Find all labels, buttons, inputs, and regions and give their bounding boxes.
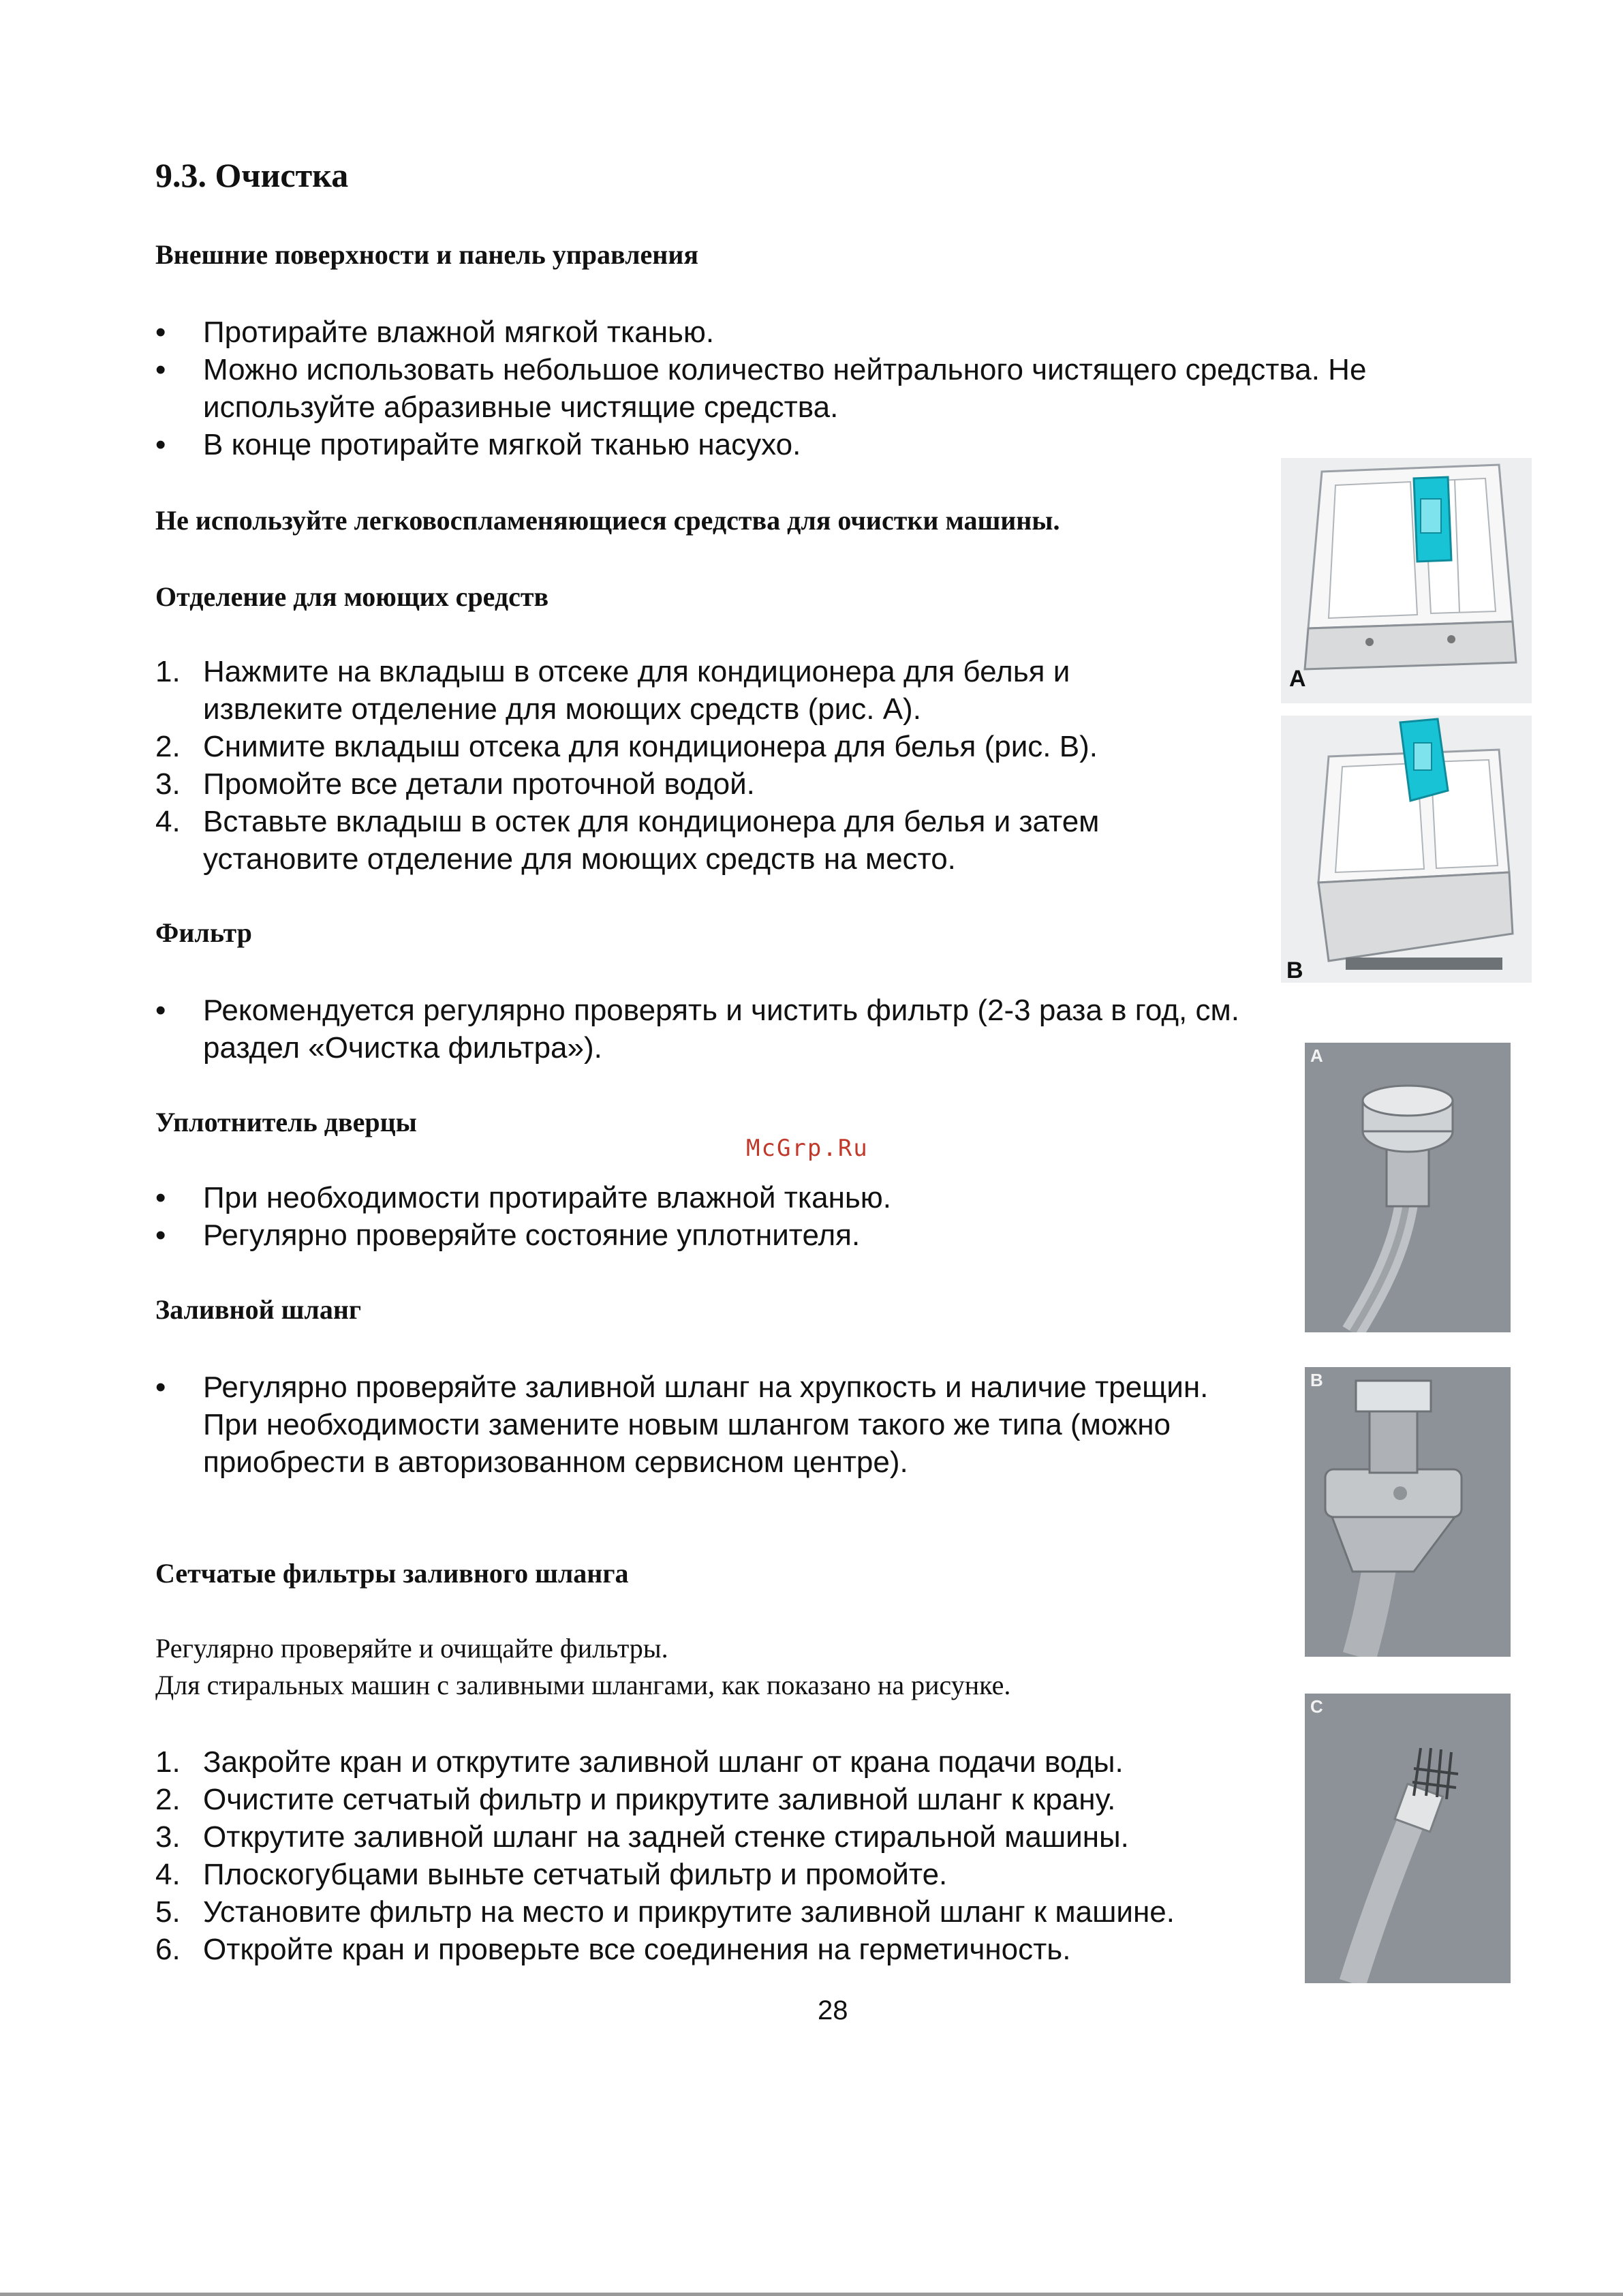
drawer-illustration bbox=[1281, 716, 1532, 983]
list-item: • Рекомендуется регулярно проверять и чистить фильтр (2-3 раза в год, см. раздел «Очистка фильтра»). bbox=[155, 994, 1239, 1065]
figure-hose-c bbox=[1305, 1694, 1511, 1983]
list-item: 6. Откройте кран и проверьте все соединения на герметичность. bbox=[155, 1933, 1071, 1966]
list-item: 2. Снимите вкладыш отсека для кондиционера для белья (рис. В). bbox=[155, 730, 1098, 763]
mesh-intro-2: Для стиральных машин с заливными шлангами, как показано на рисунке. bbox=[155, 1670, 1011, 1700]
list-item: • Протирайте влажной мягкой тканью. bbox=[155, 316, 715, 349]
list-item: • Регулярно проверяйте заливной шланг на хрупкость и наличие трещин. При необходимости замените новым шлангом такого же типа (можно приобрести в авторизованном сервисном центре). bbox=[155, 1371, 1209, 1479]
section-title: 9.3. Очистка bbox=[155, 156, 349, 194]
figure-label: B bbox=[1310, 1370, 1323, 1390]
dispenser-heading: Отделение для моющих средств bbox=[155, 581, 549, 612]
filter-heading: Фильтр bbox=[155, 917, 252, 948]
bottom-rule bbox=[0, 2293, 1623, 2296]
page-number: 28 bbox=[818, 1995, 848, 2025]
mesh-filters-heading: Сетчатые фильтры заливного шланга bbox=[155, 1558, 629, 1589]
hose-photo bbox=[1305, 1043, 1511, 1332]
list-item: • Можно использовать небольшое количество нейтрального чистящего средства. Не используйте абразивные чистящие средства. bbox=[155, 353, 1367, 424]
list-item: 2. Очистите сетчатый фильтр и прикрутите заливной шланг к крану. bbox=[155, 1783, 1116, 1816]
inlet-hose-heading: Заливной шланг bbox=[155, 1294, 362, 1325]
list-item: • При необходимости протирайте влажной тканью. bbox=[155, 1181, 892, 1214]
list-item: 1. Нажмите на вкладыш в отсеке для кондиционера для белья и извлеките отделение для моющих средств (рис. А). bbox=[155, 655, 1070, 726]
watermark: McGrp.Ru bbox=[746, 1135, 869, 1162]
hose-photo bbox=[1305, 1367, 1511, 1657]
list-item: • В конце протирайте мягкой тканью насухо. bbox=[155, 428, 801, 461]
list-item: 3. Промойте все детали проточной водой. bbox=[155, 767, 755, 801]
hose-photo bbox=[1305, 1694, 1511, 1983]
figure-label: B bbox=[1286, 958, 1303, 983]
drawer-illustration bbox=[1281, 458, 1532, 703]
list-item: 4. Плоскогубцами выньте сетчатый фильтр и промойте. bbox=[155, 1858, 948, 1891]
list-item: 1. Закройте кран и открутите заливной шланг от крана подачи воды. bbox=[155, 1745, 1124, 1779]
figure-label: A bbox=[1310, 1045, 1323, 1066]
figure-label: C bbox=[1310, 1696, 1323, 1717]
list-item: • Регулярно проверяйте состояние уплотнителя. bbox=[155, 1219, 861, 1252]
figure-hose-b bbox=[1305, 1367, 1511, 1657]
figure-label: A bbox=[1289, 666, 1306, 692]
warning-text: Не используйте легковоспламеняющиеся средства для очистки машины. bbox=[155, 505, 1060, 536]
list-item: 4. Вставьте вкладыш в остек для кондиционера для белья и затем установите отделение для моющих средств на место. bbox=[155, 805, 1100, 876]
figure-drawer-a bbox=[1281, 458, 1532, 703]
exterior-heading: Внешние поверхности и панель управления bbox=[155, 239, 699, 270]
figure-hose-a bbox=[1305, 1043, 1511, 1332]
door-seal-heading: Уплотнитель дверцы bbox=[155, 1107, 417, 1137]
figure-drawer-b bbox=[1281, 716, 1532, 983]
list-item: 3. Открутите заливной шланг на задней стенке стиральной машины. bbox=[155, 1820, 1129, 1854]
list-item: 5. Установите фильтр на место и прикрутите заливной шланг к машине. bbox=[155, 1895, 1175, 1929]
mesh-intro-1: Регулярно проверяйте и очищайте фильтры. bbox=[155, 1633, 668, 1664]
